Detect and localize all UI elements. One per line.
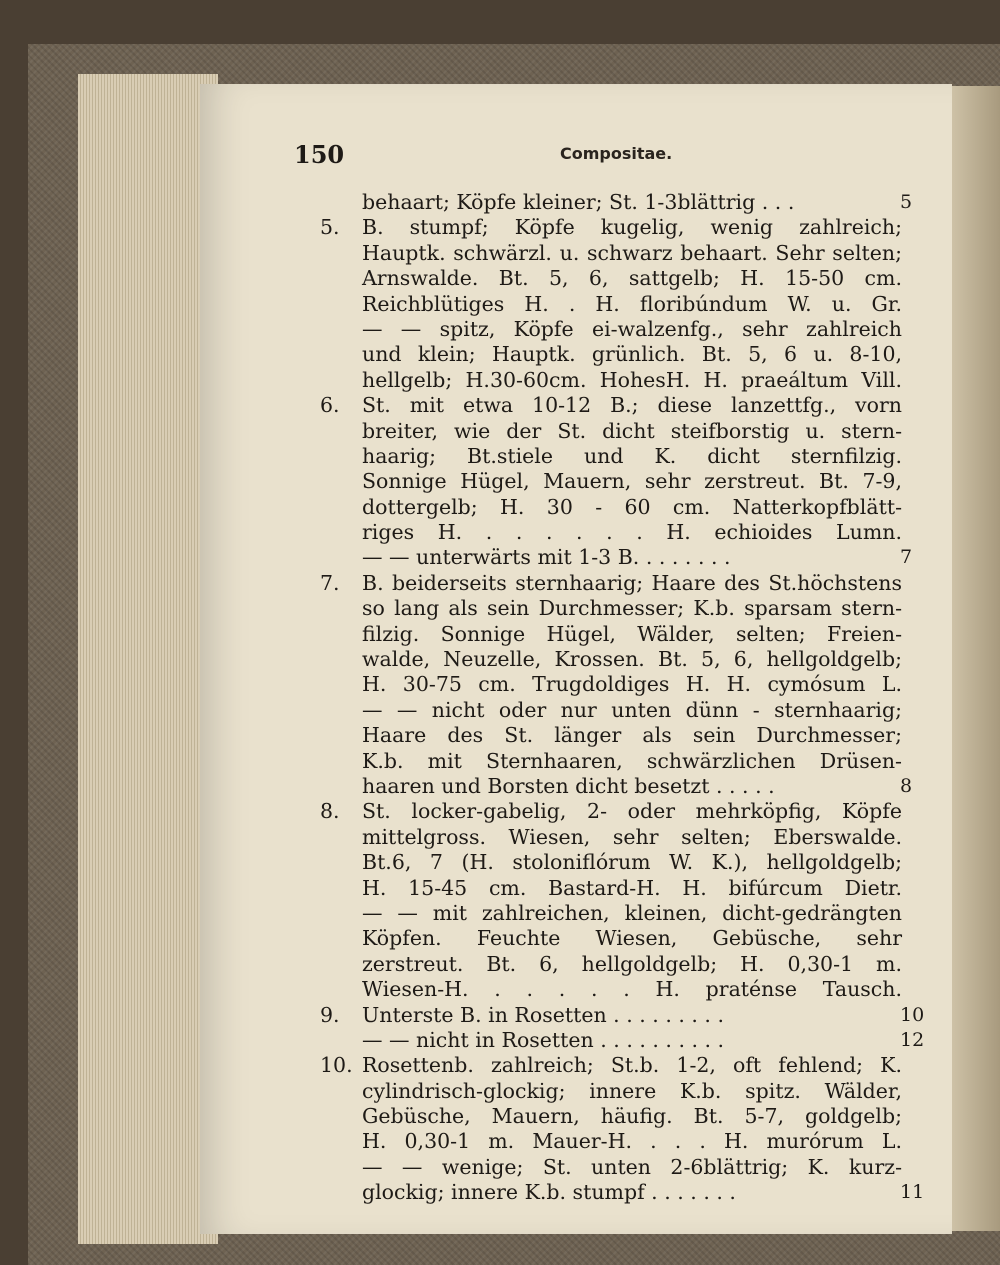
line-text: haarig; Bt.stiele und K. dicht sternfilzig.: [362, 443, 902, 468]
couplet-number: 9.: [320, 1002, 340, 1027]
text-line: [300, 571, 940, 596]
page-stack-edges: [78, 74, 218, 1244]
text-line: [300, 495, 940, 520]
facing-page-edge: [950, 86, 1000, 1231]
text-line: [300, 545, 940, 570]
text-line: [300, 419, 940, 444]
couplet-reference: 11: [900, 1181, 925, 1204]
line-text: K.b. mit Sternhaaren, schwärzlichen Drüsen-: [362, 748, 902, 773]
text-line: [300, 596, 940, 621]
line-text: — — nicht in Rosetten . . . . . . . . . .: [362, 1027, 725, 1052]
text-line: [300, 215, 940, 240]
text-line: [300, 444, 940, 469]
line-text: so lang als sein Durchmesser; K.b. sparsam stern-: [362, 596, 902, 621]
text-line: [300, 1028, 940, 1053]
text-line: [300, 520, 940, 545]
running-head: Compositae.: [560, 144, 673, 163]
text-line: [300, 698, 940, 723]
text-line: [300, 1129, 940, 1154]
text-line: [300, 1053, 940, 1078]
text-line: [300, 1079, 940, 1104]
text-line: [300, 1104, 940, 1129]
text-line: [300, 1003, 940, 1028]
line-text: H. 15-45 cm. Bastard-H. H. bifúrcum Dietr.: [362, 875, 902, 900]
text-line: [300, 190, 940, 215]
text-line: [300, 393, 940, 418]
text-line: [300, 901, 940, 926]
line-text: St. mit etwa 10-12 B.; diese lanzettfg., vorn: [362, 393, 902, 418]
line-text: Köpfen. Feuchte Wiesen, Gebüsche, sehr: [362, 926, 902, 951]
text-line: [300, 1155, 940, 1180]
line-text: Reichblütiges H. . H. floribúndum W. u. Gr.: [362, 291, 902, 316]
text-line: [300, 266, 940, 291]
text-line: [300, 749, 940, 774]
text-line: [300, 241, 940, 266]
line-text: — — unterwärts mit 1-3 B. . . . . . . .: [362, 545, 731, 570]
line-text: cylindrisch-glockig; innere K.b. spitz. Wälder,: [362, 1078, 902, 1103]
text-line: [300, 1180, 940, 1205]
key-text-block: [300, 190, 940, 1206]
line-text: Sonnige Hügel, Mauern, sehr zerstreut. Bt. 7-9,: [362, 469, 902, 494]
line-text: Wiesen-H. . . . . . H. praténse Tausch.: [362, 977, 902, 1002]
text-line: [300, 825, 940, 850]
line-text: glockig; innere K.b. stumpf . . . . . . .: [362, 1180, 736, 1205]
text-line: [300, 774, 940, 799]
couplet-reference: 8: [900, 774, 913, 797]
line-text: H. 30-75 cm. Trugdoldiges H. H. cymósum L.: [362, 672, 902, 697]
text-line: [300, 292, 940, 317]
line-text: Haare des St. länger als sein Durchmesser;: [362, 723, 902, 748]
line-text: — — mit zahlreichen, kleinen, dicht-gedrängten: [362, 900, 902, 925]
line-text: H. 0,30-1 m. Mauer-H. . . . H. murórum L.: [362, 1129, 902, 1154]
line-text: — — wenige; St. unten 2-6blättrig; K. kurz-: [362, 1154, 902, 1179]
line-text: zerstreut. Bt. 6, hellgoldgelb; H. 0,30-1 m.: [362, 951, 902, 976]
line-text: B. stumpf; Köpfe kugelig, wenig zahlreich;: [362, 215, 902, 240]
text-line: [300, 952, 940, 977]
text-line: [300, 799, 940, 824]
couplet-number: 7.: [320, 570, 340, 595]
line-text: Gebüsche, Mauern, häufig. Bt. 5-7, goldgelb;: [362, 1104, 902, 1129]
line-text: haaren und Borsten dicht besetzt . . . . .: [362, 773, 775, 798]
text-line: [300, 469, 940, 494]
line-text: Hauptk. schwärzl. u. schwarz behaart. Sehr selten;: [362, 240, 902, 265]
line-text: dottergelb; H. 30 - 60 cm. Natterkopfblätt-: [362, 494, 902, 519]
line-text: und klein; Hauptk. grünlich. Bt. 5, 6 u. 8-10,: [362, 342, 902, 367]
line-text: Rosettenb. zahlreich; St.b. 1-2, oft fehlend; K.: [362, 1053, 902, 1078]
couplet-number: 5.: [320, 215, 340, 240]
text-line: [300, 622, 940, 647]
line-text: B. beiderseits sternhaarig; Haare des St.höchstens: [362, 570, 902, 595]
text-line: [300, 977, 940, 1002]
text-line: [300, 876, 940, 901]
couplet-number: 10.: [320, 1053, 353, 1078]
line-text: — — nicht oder nur unten dünn - sternhaarig;: [362, 697, 902, 722]
line-text: breiter, wie der St. dicht steifborstig u. stern-: [362, 418, 902, 443]
line-text: Arnswalde. Bt. 5, 6, sattgelb; H. 15-50 cm.: [362, 266, 902, 291]
line-text: hellgelb; H.30-60cm. HohesH. H. praeáltum Vill.: [362, 367, 902, 392]
line-text: — — spitz, Köpfe ei-walzenfg., sehr zahlreich: [362, 316, 902, 341]
text-line: [300, 317, 940, 342]
line-text: riges H. . . . . . . H. echioides Lumn.: [362, 520, 902, 545]
line-text: behaart; Köpfe kleiner; St. 1-3blättrig . . .: [362, 190, 795, 214]
line-text: mittelgross. Wiesen, sehr selten; Eberswalde.: [362, 824, 902, 849]
text-line: [300, 850, 940, 875]
page-header: [0, 140, 1000, 180]
couplet-reference: 10: [900, 1003, 925, 1026]
line-text: Unterste B. in Rosetten . . . . . . . . .: [362, 1002, 724, 1027]
couplet-number: 8.: [320, 799, 340, 824]
couplet-reference: 7: [900, 546, 913, 569]
text-line: [300, 723, 940, 748]
page-number: 150: [294, 140, 345, 169]
line-text: St. locker-gabelig, 2- oder mehrköpfig, Köpfe: [362, 799, 902, 824]
text-line: [300, 368, 940, 393]
line-text: filzig. Sonnige Hügel, Wälder, selten; Freien-: [362, 621, 902, 646]
couplet-number: 6.: [320, 393, 340, 418]
couplet-reference: 12: [900, 1028, 925, 1051]
text-line: [300, 647, 940, 672]
line-text: Bt.6, 7 (H. stoloniflórum W. K.), hellgoldgelb;: [362, 850, 902, 875]
line-text: walde, Neuzelle, Krossen. Bt. 5, 6, hellgoldgelb;: [362, 647, 902, 672]
text-line: [300, 342, 940, 367]
text-line: [300, 926, 940, 951]
text-line: [300, 672, 940, 697]
couplet-reference: 5: [900, 191, 913, 213]
